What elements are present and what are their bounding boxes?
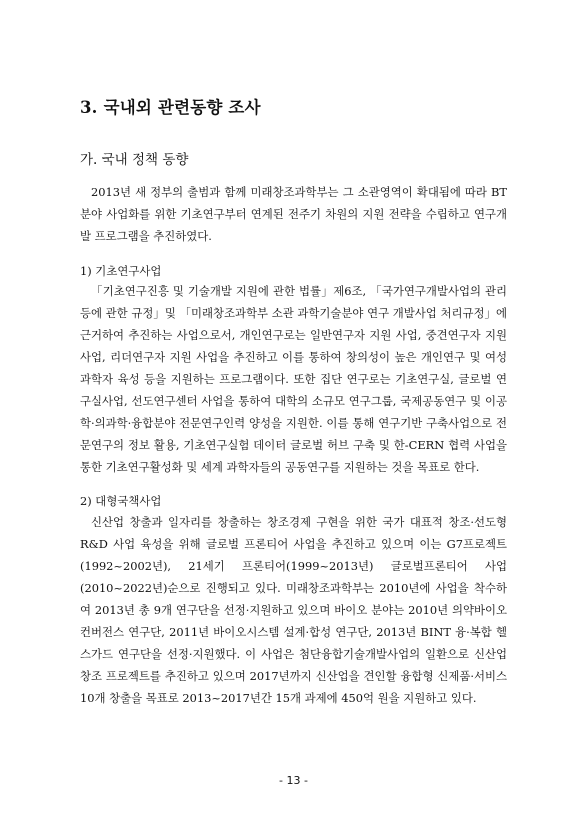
- page-number: - 13 -: [279, 774, 308, 787]
- paragraph-basic-research: 「기초연구진흥 및 기술개발 지원에 관한 법률」제6조, 「국가연구개발사업의 관리 등에 관한 규정」및 「미래창조과학부 소관 과학기술분야 연구 개발사업 처리규정」에 근거하여 추진하는 사업으로서, 개인연구로는 일반연구자 지원 사업, 중견연구자 지원 사업, 리더연구자 지원 사업을 추진하고 이를 통하여 창의성이 높은 개인연구 및 여성과학자 육성 등을 지원하는 프로그램이다. 또한 집단 연구로는 기초연구실, 글로벌 연구실사업, 선도연구센터 사업을 통하여 대학의 소규모 연구그룹, 국제공동연구 및 이공학·의과학·융합분야 전문연구인력 양성을 지원한. 이를 통해 연구기반 구축사업으로 전문연구의 정보 활용, 기초연구실험 데이터 글로벌 허브 구축 및 한-CERN 협력 사업을 통한 기초연구활성화 및 세계 과학자들의 공동연구를 지원하는 것을 목표로 한다.: [80, 284, 507, 474]
- subsection-title: 가. 국내 정책 동향: [80, 152, 189, 168]
- paragraph-national-projects: 신산업 창출과 일자리를 창출하는 창조경제 구현을 위한 국가 대표적 창조·선도형 R&D 사업 육성을 위해 글로벌 프론티어 사업을 추진하고 있으며 이는 G7프로젝트 (1992~2002년), 21세기 프론티어(1999~2013년) 글로벌프론티어 사업(2010~2022년)순으로 진행되고 있다. 미래창조과학부는 2010년에 사업을 착수하여 2013년 총 9개 연구단을 선정·지원하고 있으며 바이오 분야는 2010년 의약바이오 컨버전스 연구단, 2011년 바이오시스템 설계·합성 연구단, 2013년 BINT 융·복합 헬스가드 연구단을 선정·지원했다. 이 사업은 첨단융합기술개발사업의 일환으로 신산업 창조 프로젝트를 추진하고 있으며 2017년까지 신산업을 견인할 융합형 신제품·서비스 10개 창출을 목표로 2013~2017년간 15개 과제에 450억 원을 지원하고 있다.: [80, 515, 507, 705]
- intro-paragraph: 2013년 새 정부의 출범과 함께 미래창조과학부는 그 소관영역이 확대됨에 따라 BT분야 사업화를 위한 기초연구부터 연계된 전주기 차원의 지원 전략을 수립하고 연구개발 프로그램을 추진하였다.: [80, 185, 507, 243]
- section-title: 3. 국내외 관련동향 조사: [80, 98, 261, 117]
- item-heading-basic-research: 1) 기초연구사업: [80, 264, 162, 278]
- item-heading-national-projects: 2) 대형국책사업: [80, 494, 162, 508]
